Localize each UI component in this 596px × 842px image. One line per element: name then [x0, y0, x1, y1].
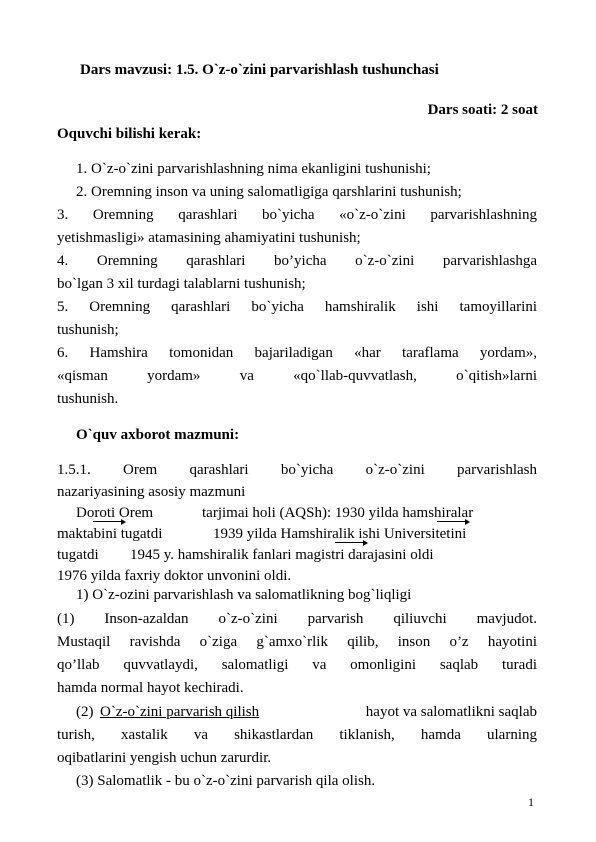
paragraph-number: (2)	[76, 704, 94, 720]
lesson-hours: Dars soati: 2 soat	[427, 102, 538, 118]
timeline-arrow-icon	[93, 519, 126, 525]
goal-item: 4. Oremning qarashlari bo’yicha o`z-o`zini parvarishlashga	[57, 253, 537, 269]
page-number: 1	[528, 795, 534, 809]
goal-item: 2. Oremning inson va uning salomatligiga qarshlarini tushunish;	[76, 184, 462, 200]
goal-item: 6. Hamshira tomonidan bajariladigan «har taraflama yordam»,	[57, 345, 537, 361]
paragraph-line: hamda normal hayot kechiradi.	[57, 680, 244, 696]
paragraph-line: (1) Inson-azaldan o`z-o`zini parvarish qiliuvchi mavjudot.	[57, 611, 537, 627]
goal-item: 3. Oremning qarashlari bo`yicha «o`z-o`zini parvarishlashning	[57, 207, 537, 223]
orem-bio: tugatdi	[57, 547, 99, 563]
orem-bio: 1939 yilda Hamshiralik ishi Universitetini	[213, 526, 467, 542]
student-header: Oquvchi bilishi kerak:	[57, 126, 202, 142]
orem-name: Doroti Orem	[76, 505, 154, 521]
lesson-title: Dars mavzusi: 1.5. O`z-o`zini parvarishlash tushunchasi	[80, 62, 439, 78]
section-heading: 1.5.1. Orem qarashlari bo`yicha o`z-o`zini parvarishlash	[57, 462, 537, 478]
paragraph-line: hayot va salomatlikni saqlab	[365, 704, 537, 720]
goal-item-cont: yetishmasligi» atamasining ahamiyatini tushunish;	[57, 230, 361, 246]
info-header: O`quv axborot mazmuni:	[76, 427, 240, 443]
orem-bio: 1976 yilda faxriy doktor unvonini oldi.	[57, 568, 292, 584]
paragraph-line: (3) Salomatlik - bu o`z-o`zini parvarish qila olish.	[76, 773, 376, 789]
goal-item: 1. O`z-o`zini parvarishlashning nima ekanligini tushunishi;	[76, 161, 431, 177]
paragraph-line: oqibatlarini yengish uchun zarurdir.	[57, 750, 272, 766]
timeline-arrow-icon	[335, 540, 368, 546]
orem-bio: tarjimai holi (AQSh): 1930 yilda hamshiralar	[202, 505, 474, 521]
orem-bio: 1945 y. hamshiralik fanlari magistri darajasini oldi	[130, 547, 434, 563]
underlined-term: O`z-o`zini parvarish qilish	[100, 704, 260, 720]
paragraph-line: Mustaqil ravishda o`ziga g`amxo`rlik qilib, inson o’z hayotini	[57, 634, 537, 650]
goal-item-cont: tushunish;	[57, 322, 119, 338]
goal-item: 5. Oremning qarashlari bo`yicha hamshiralik ishi tamoyillarini	[57, 299, 537, 315]
paragraph-line: qo’llab quvvatlaydi, salomatligi va omonligini saqlab turadi	[57, 657, 537, 673]
orem-bio: maktabini tugatdi	[57, 526, 163, 542]
goal-item-cont: bo`lgan 3 xil turdagi talablarni tushunish;	[57, 276, 306, 292]
paragraph-line: turish, xastalik va shikastlardan tiklanish, hamda ularning	[57, 727, 537, 743]
goal-item-cont: «qisman yordam» va «qo`llab-quvvatlash, o`qitish»larni	[57, 368, 537, 384]
goal-item-cont: tushunish.	[57, 391, 119, 407]
relation-heading: 1) O`z-ozini parvarishlash va salomatlikning bog`liqligi	[76, 587, 412, 603]
timeline-arrow-icon	[437, 519, 470, 525]
section-heading-cont: nazariyasining asosiy mazmuni	[57, 484, 246, 500]
